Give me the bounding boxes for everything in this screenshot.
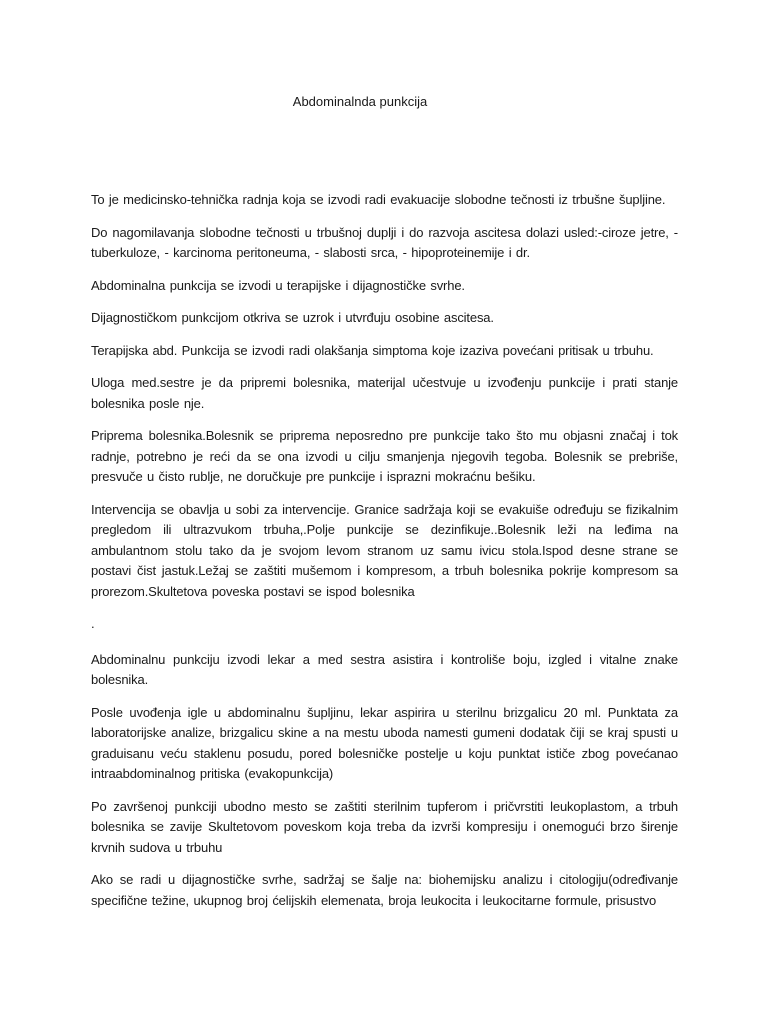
paragraph-diagnostic: Dijagnostičkom punkcijom otkriva se uzrok i utvrđuju osobine ascitesa. <box>91 310 494 325</box>
paragraph-patient-preparation: Priprema bolesnika.Bolesnik se priprema neposredno pre punkcije tako što mu objasni značaj i tok radnje, potrebno je reći da se ona izvodi u cilju smanjenja njegovih tegoba. Bolesnik se prebriše, presvuče u čisto rublje, ne doručkuje pre punkcije i isprazni mokraćnu bešiku. <box>91 428 678 484</box>
paragraph-dot: . <box>91 616 95 631</box>
paragraph-aspiration: Posle uvođenja igle u abdominalnu šupljinu, lekar aspirira u sterilnu brizgalicu 20 ml. Punktata za laboratorijske analize, brizgalicu skine a na mestu uboda namesti gumeni dodatak čiji se kraj spusti u graduisanu veću staklenu posudu, pored bolesničke postelje u koju punktat ističe zbog povećanao intraabdominalnog pritiska (evakopunkcija) <box>91 704 678 781</box>
paragraph-diagnostic-analysis: Ako se radi u dijagnostičke svrhe, sadržaj se šalje na: biohemijsku analizu i citologiju(određivanje specifične težine, ukupnog broj ćelijskih elemenata, broja leukocita i leukocitarne formule, prisustvo <box>91 872 678 908</box>
paragraph-definition: To je medicinsko-tehnička radnja koja se izvodi radi evakuacije slobodne tečnosti iz trbušne šupljine. <box>91 192 666 207</box>
paragraph-causes: Do nagomilavanja slobodne tečnosti u trbušnoj duplji i do razvoja ascitesa dolazi usled:-ciroze jetre, - tuberkuloze, - karcinoma peritoneuma, - slabosti srca, - hipoproteinemije i dr. <box>91 224 678 260</box>
document-title: Abdominalnda punkcija <box>292 94 428 109</box>
paragraph-nurse-role: Uloga med.sestre je da pripremi bolesnika, materijal učestvuje u izvođenju punkcije i prati stanje bolesnika posle nje. <box>91 375 678 411</box>
paragraph-procedure-roles: Abdominalnu punkciju izvodi lekar a med sestra asistira i kontroliše boju, izgled i vitalne znake bolesnika. <box>91 651 678 687</box>
document-body <box>91 190 678 923</box>
paragraph-therapeutic: Terapijska abd. Punkcija se izvodi radi olakšanja simptoma koje izaziva povećani pritisak u trbuhu. <box>91 342 654 358</box>
paragraph-after-puncture: Po završenoj punkciji ubodno mesto se zaštiti sterilnim tupferom i pričvrstiti leukoplastom, a trbuh bolesnika se zavije Skultetovom poveskom koja treba da izvrši kompresiju i onemogući brzo širenje krvnih sudova u trbuhu <box>91 798 678 855</box>
paragraph-purpose: Abdominalna punkcija se izvodi u terapijske i dijagnostičke svrhe. <box>91 277 465 293</box>
paragraph-intervention: Intervencija se obavlja u sobi za intervencije. Granice sadržaja koji se evakuiše određuju se fizikalnim pregledom ili ultrazvukom trbuha,.Polje punkcije se dezinfikuje..Bolesnik leži na leđima na ambulantnom stolu tako da je svojom levom stranom uz samu ivicu stola.Ispod desne strane se postavi čist jastuk.Ležaj se zaštiti mušemom i kompresom, a trbuh bolesnika pokrije kompresom sa prorezom.Skultetova poveska postavi se ispod bolesnika <box>91 501 678 599</box>
